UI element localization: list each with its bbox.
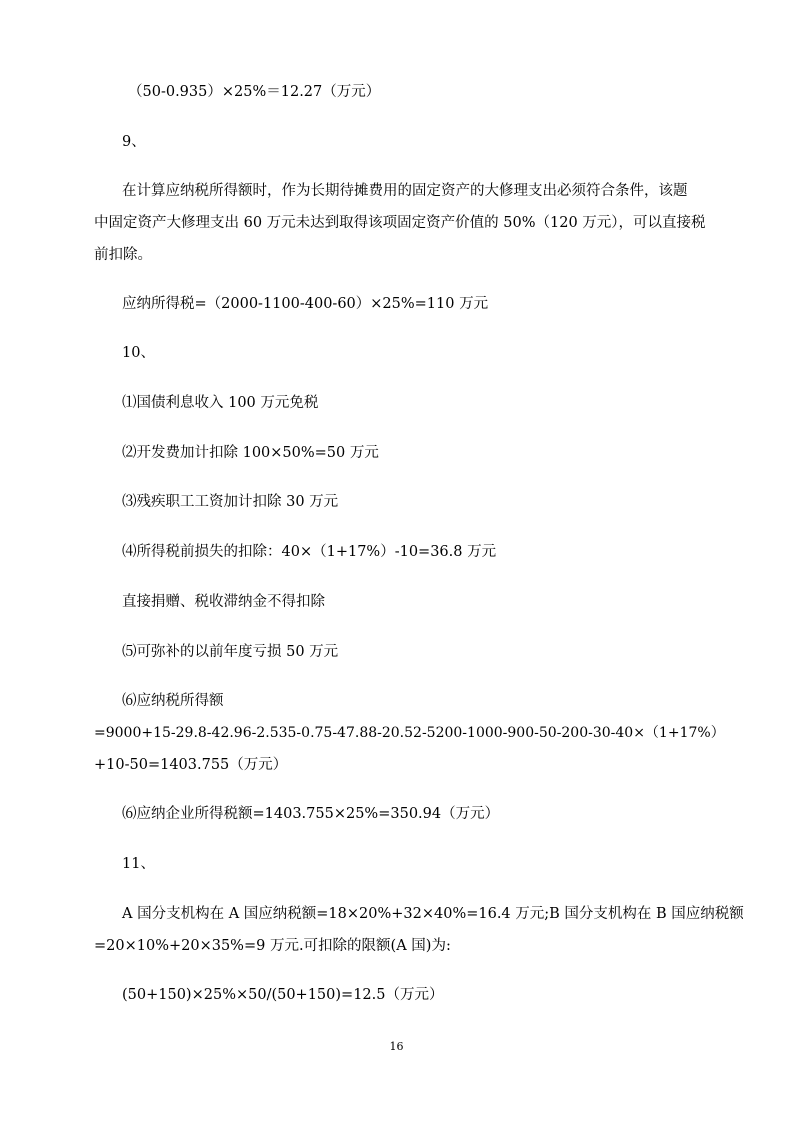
section-number: 9、 — [122, 134, 146, 150]
section-number: 10、 — [122, 345, 155, 361]
text-line: ⑹应纳企业所得税额=1403.755×25%=350.94（万元） — [122, 806, 500, 822]
text-line: （50-0.935）×25%＝12.27（万元） — [128, 84, 381, 100]
text-line: 在计算应纳税所得额时，作为长期待摊费用的固定资产的大修理支出必须符合条件，该题 — [122, 183, 688, 199]
page-number: 16 — [389, 1040, 404, 1053]
text-line: 中固定资产大修理支出 60 万元未达到取得该项固定资产价值的 50%（120 万元），可以直接税 — [94, 215, 706, 231]
text-line: ⑷所得税前损失的扣除：40×（1+17%）-10=36.8 万元 — [122, 544, 497, 560]
text-line: A 国分支机构在 A 国应纳税额=18×20%+32×40%=16.4 万元;B 国分支机构在 B 国应纳税额 — [122, 906, 744, 922]
text-line: ⑵开发费加计扣除 100×50%=50 万元 — [122, 445, 379, 461]
text-line: 前扣除。 — [94, 247, 152, 263]
text-line: ⑴国债利息收入 100 万元免税 — [122, 395, 319, 411]
text-line: 应纳所得税=（2000-1100-400-60）×25%=110 万元 — [122, 296, 489, 312]
text-line: =20×10%+20×35%=9 万元.可扣除的限额(A 国)为: — [94, 938, 451, 954]
text-line: ⑸可弥补的以前年度亏损 50 万元 — [122, 644, 339, 660]
section-number: 11、 — [122, 856, 155, 872]
text-line: =9000+15-29.8-42.96-2.535-0.75-47.88-20.52-5200-1000-900-50-200-30-40×（1+17%） — [94, 725, 725, 741]
text-line: +10-50=1403.755（万元） — [94, 757, 288, 773]
text-line: ⑶残疾职工工资加计扣除 30 万元 — [122, 494, 339, 510]
text-line: (50+150)×25%×50/(50+150)=12.5（万元） — [122, 987, 444, 1003]
text-line: ⑹应纳税所得额 — [122, 693, 224, 709]
text-line: 直接捐赠、税收滞纳金不得扣除 — [122, 594, 325, 610]
